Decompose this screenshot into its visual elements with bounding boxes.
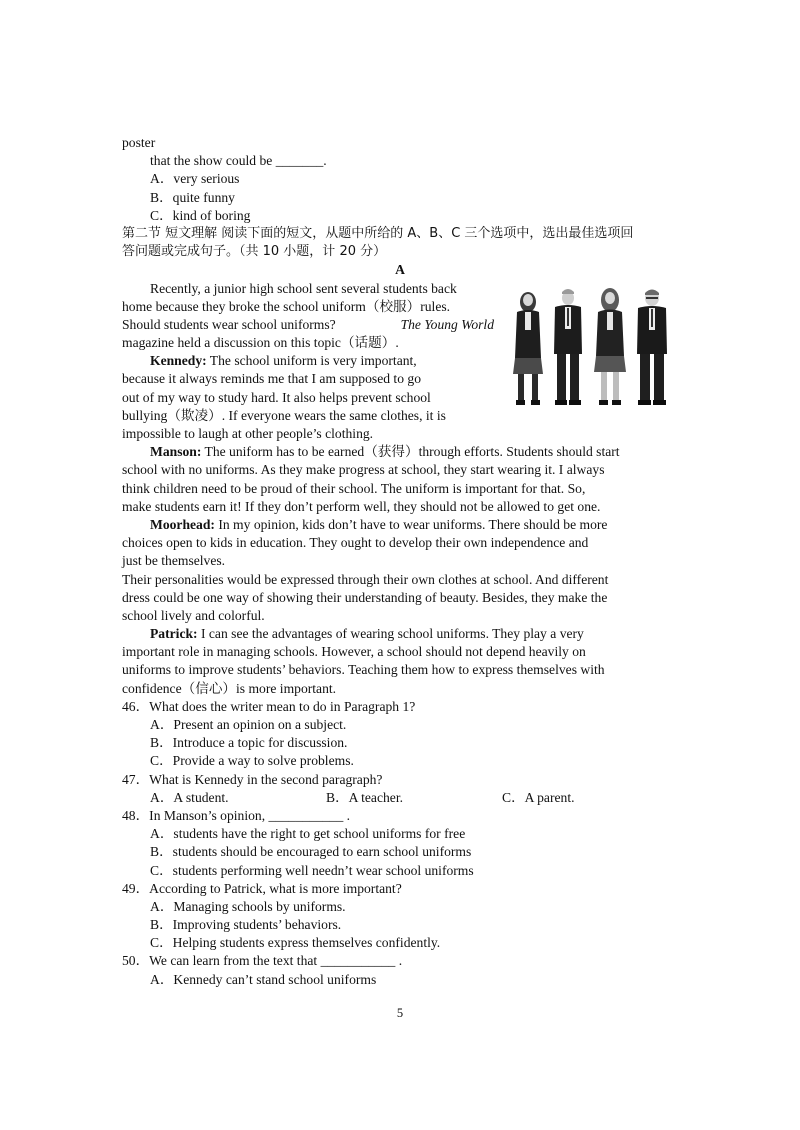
- page-number: 5: [396, 1006, 404, 1020]
- text-line: [122, 625, 678, 643]
- option: A．A student.: [150, 789, 229, 805]
- text-span: In my opinion, kids don’t have to wear uniforms. There should be more: [214, 516, 608, 532]
- text-line: home because they broke the school uniform（校服）rules.: [122, 298, 451, 314]
- text-line: poster: [122, 135, 156, 150]
- options-row: [122, 789, 678, 807]
- option: B．quite funny: [150, 189, 235, 205]
- text-line: because it always reminds me that I am supposed to go: [122, 371, 421, 387]
- text-line: [122, 516, 678, 534]
- option: A．Present an opinion on a subject.: [150, 717, 347, 732]
- question: 50．We can learn from the text that ___________ .: [122, 953, 403, 969]
- text-line: out of my way to study hard. It also helps prevent school: [122, 389, 431, 405]
- question: 49．According to Patrick, what is more important?: [122, 880, 402, 896]
- text-line: think children need to be proud of their school. The uniform is important for that. So,: [122, 480, 586, 496]
- question: 47．What is Kennedy in the second paragraph?: [122, 771, 383, 787]
- question: 46．What does the writer mean to do in Paragraph 1?: [122, 698, 416, 714]
- text-line: impossible to laugh at other people’s clothing.: [122, 426, 374, 441]
- text-line: make students earn it! If they don’t perform well, they should not be allowed to get one.: [122, 498, 601, 514]
- text-line: important role in managing schools. However, a school should not depend heavily on: [122, 644, 586, 660]
- option: B．Introduce a topic for discussion.: [150, 735, 348, 751]
- option: C．Helping students express themselves confidently.: [150, 935, 441, 951]
- option: C．Provide a way to solve problems.: [150, 753, 354, 769]
- option: C．kind of boring: [150, 207, 251, 223]
- section-title: 第二节 短文理解 阅读下面的短文，从题中所给的 A、B、C 三个选项中，选出最佳选项回: [122, 225, 634, 241]
- text-line: school lively and colorful.: [122, 607, 265, 623]
- text-line: confidence（信心）is more important.: [122, 680, 337, 696]
- text-line: [122, 443, 678, 461]
- document-page: [122, 134, 678, 989]
- option: B．A teacher.: [326, 789, 404, 805]
- text-span: The uniform has to be earned（获得）through efforts. Students should start: [201, 444, 620, 460]
- speaker-name: Moorhead:: [150, 516, 215, 532]
- option: C．A parent.: [502, 789, 575, 805]
- option: A．Kennedy can’t stand school uniforms: [150, 971, 377, 987]
- question: 48．In Manson’s opinion, ___________ .: [122, 807, 351, 823]
- text-span: I can see the advantages of wearing school uniforms. They play a very: [197, 626, 584, 642]
- magazine-name: The Young World: [400, 316, 494, 332]
- passage-label: A: [395, 262, 405, 278]
- text-line: magazine held a discussion on this topic（话题）.: [122, 335, 399, 351]
- text-line: that the show could be _______.: [150, 153, 327, 169]
- text-line: [122, 352, 522, 370]
- option: A．very serious: [150, 171, 240, 187]
- text-line: choices open to kids in education. They ought to develop their own independence and: [122, 535, 589, 551]
- students-in-uniform-photo: [506, 282, 680, 412]
- speaker-name: Kennedy:: [150, 353, 207, 369]
- text-span: Should students wear school uniforms?: [122, 316, 336, 332]
- section-title: 答问题或完成句子。（共 10 小题，计 20 分）: [122, 244, 387, 260]
- text-line: uniforms to improve students’ behaviors. Teaching them how to express themselves with: [122, 662, 605, 678]
- text-line: just be themselves.: [122, 553, 226, 569]
- text-line: Recently, a junior high school sent several students back: [150, 280, 457, 296]
- text-line: school with no uniforms. As they make progress at school, they start wearing it. I always: [122, 462, 605, 478]
- option: A．students have the right to get school uniforms for free: [150, 826, 466, 842]
- text-line: [122, 316, 494, 334]
- text-span: The school uniform is very important,: [206, 353, 417, 369]
- text-line: bullying（欺凌）. If everyone wears the same clothes, it is: [122, 407, 446, 423]
- speaker-name: Manson:: [150, 444, 202, 460]
- option: B．Improving students’ behaviors.: [150, 917, 342, 933]
- speaker-name: Patrick:: [150, 626, 198, 642]
- text-line: dress could be one way of showing their understanding of beauty. Besides, they make the: [122, 589, 608, 605]
- option: C．students performing well needn’t wear school uniforms: [150, 862, 474, 878]
- option: A．Managing schools by uniforms.: [150, 898, 346, 914]
- option: B．students should be encouraged to earn school uniforms: [150, 844, 472, 860]
- text-line: Their personalities would be expressed through their own clothes at school. And different: [122, 571, 609, 587]
